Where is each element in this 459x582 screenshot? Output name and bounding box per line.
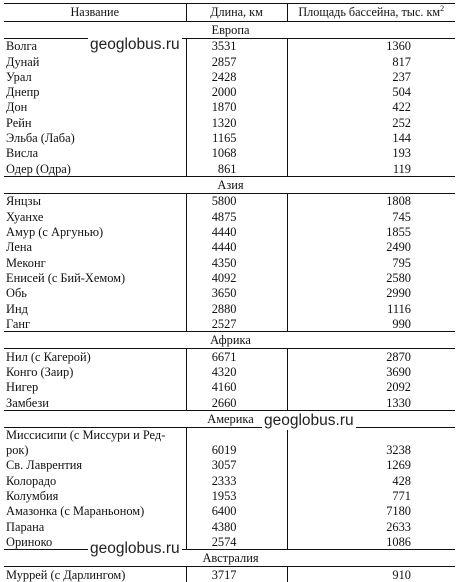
river-area: 2633 <box>386 519 411 534</box>
region-row <box>4 177 455 194</box>
river-area: 144 <box>392 131 411 146</box>
river-name: Эльба (Лаба) <box>6 131 75 146</box>
river-name: Днепр <box>6 85 40 100</box>
river-length: 2574 <box>186 534 287 550</box>
river-area: 237 <box>392 69 411 84</box>
river-area: 1360 <box>386 39 411 54</box>
header-name: Название <box>4 4 186 22</box>
region-row <box>4 550 455 567</box>
river-length: 2428 <box>186 69 287 84</box>
river-name: Нигер <box>6 380 39 395</box>
region-title: Азия <box>4 177 455 194</box>
river-area: 745 <box>392 209 411 224</box>
river-length: 1165 <box>186 130 287 145</box>
river-area: 771 <box>392 488 411 503</box>
river-name: Замбези <box>6 395 49 410</box>
river-length: 861 <box>186 161 287 177</box>
region-title: Африка <box>4 332 455 349</box>
river-name: Одер (Одра) <box>6 161 71 176</box>
table-row <box>4 84 455 99</box>
river-name: Ориноко <box>6 534 53 549</box>
table-row <box>4 566 455 582</box>
table-row <box>4 395 455 411</box>
river-length: 6019 <box>186 427 287 458</box>
river-name: Меконг <box>6 255 46 270</box>
river-name: Муррей (с Дарлингом) <box>6 567 126 582</box>
river-name: Рейн <box>6 115 32 130</box>
river-name: Парана <box>6 519 45 534</box>
table-row <box>4 224 455 239</box>
table-row <box>4 503 455 518</box>
table-row <box>4 458 455 473</box>
table-row <box>4 115 455 130</box>
river-name: Лена <box>6 240 32 255</box>
region-row <box>4 411 455 428</box>
river-length: 4875 <box>186 209 287 224</box>
watermark-text: geoglobus.ru <box>90 540 180 557</box>
river-area: 1116 <box>387 301 411 316</box>
region-title: Австралия <box>4 550 455 567</box>
table-row <box>4 255 455 270</box>
region-title: Америка <box>4 411 455 428</box>
table-row <box>4 38 455 54</box>
river-area: 2092 <box>386 380 411 395</box>
table-row <box>4 534 455 550</box>
river-length: 2660 <box>186 395 287 411</box>
river-length: 2857 <box>186 54 287 69</box>
river-name: Висла <box>6 146 39 161</box>
table-row <box>4 364 455 379</box>
table-row <box>4 379 455 394</box>
table-row <box>4 130 455 145</box>
river-length: 2527 <box>186 316 287 332</box>
river-length: 4350 <box>186 255 287 270</box>
river-area: 422 <box>392 100 411 115</box>
river-area: 2490 <box>386 240 411 255</box>
river-area: 795 <box>392 255 411 270</box>
river-area: 119 <box>392 161 411 176</box>
table-row <box>4 240 455 255</box>
river-area: 193 <box>392 146 411 161</box>
river-area: 3690 <box>386 364 411 379</box>
river-area: 7180 <box>386 504 411 519</box>
watermark-text: geoglobus.ru <box>264 412 354 429</box>
river-length: 3650 <box>186 285 287 300</box>
river-area: 1269 <box>386 458 411 473</box>
table-row <box>4 193 455 209</box>
river-area: 428 <box>392 473 411 488</box>
river-length: 3531 <box>186 38 287 54</box>
table-header-row <box>4 4 455 22</box>
river-area: 990 <box>392 316 411 331</box>
river-name: Инд <box>6 301 28 316</box>
river-area: 252 <box>392 115 411 130</box>
table-row <box>4 270 455 285</box>
river-area: 504 <box>392 85 411 100</box>
river-area: 2990 <box>386 286 411 301</box>
header-area: Площадь бассейна, тыс. $км^2$ <box>287 4 455 22</box>
river-name: Ганг <box>6 316 31 331</box>
table-row <box>4 348 455 364</box>
river-area: 1086 <box>386 534 411 549</box>
river-area: 2870 <box>386 349 411 364</box>
river-length: 1320 <box>186 115 287 130</box>
table-row <box>4 100 455 115</box>
river-name: Конго (Заир) <box>6 364 74 379</box>
river-length: 4440 <box>186 224 287 239</box>
table-row <box>4 69 455 84</box>
river-length: 2333 <box>186 473 287 488</box>
header-length: Длина, км <box>186 4 287 22</box>
river-length: 1953 <box>186 488 287 503</box>
river-name: Колумбия <box>6 488 59 503</box>
river-length: 1068 <box>186 146 287 161</box>
table-row <box>4 301 455 316</box>
region-row <box>4 22 455 39</box>
table-row <box>4 316 455 332</box>
table-row <box>4 285 455 300</box>
river-length: 4092 <box>186 270 287 285</box>
river-area: 3238 <box>386 443 411 458</box>
river-area: 910 <box>392 567 411 582</box>
river-area: 2580 <box>386 270 411 285</box>
table-row <box>4 519 455 534</box>
table-row <box>4 209 455 224</box>
river-area: 1330 <box>386 395 411 410</box>
river-name: Янцзы <box>6 194 41 209</box>
region-title: Европа <box>4 22 455 39</box>
river-length: 4380 <box>186 519 287 534</box>
river-area: 1808 <box>386 194 411 209</box>
river-name: Амазонка (с Мараньоном) <box>6 504 145 519</box>
river-length: 6671 <box>186 348 287 364</box>
river-length: 4320 <box>186 364 287 379</box>
river-length: 5800 <box>186 193 287 209</box>
river-name: Дунай <box>6 54 40 69</box>
region-row <box>4 332 455 349</box>
river-length: 4440 <box>186 240 287 255</box>
river-name: Св. Лаврентия <box>6 458 83 473</box>
river-length: 3057 <box>186 458 287 473</box>
river-name: Нил (с Кагерой) <box>6 349 91 364</box>
table-row <box>4 146 455 161</box>
river-name: Миссисипи (с Миссури и Ред-рок) <box>6 427 166 457</box>
river-name: Енисей (с Бий-Хемом) <box>6 270 126 285</box>
table-row <box>4 488 455 503</box>
river-name: Амур (с Аргунью) <box>6 225 104 240</box>
table-row <box>4 54 455 69</box>
river-length: 6400 <box>186 503 287 518</box>
river-name: Дон <box>6 100 28 115</box>
river-length: 2000 <box>186 84 287 99</box>
river-name: Обь <box>6 286 27 301</box>
table-row <box>4 161 455 177</box>
river-length: 1870 <box>186 100 287 115</box>
river-name: Урал <box>6 69 32 84</box>
table-row <box>4 473 455 488</box>
watermark-text: geoglobus.ru <box>90 36 180 53</box>
rivers-table <box>4 3 455 582</box>
river-area: 817 <box>392 54 411 69</box>
river-name: Колорадо <box>6 473 57 488</box>
table-row <box>4 427 455 458</box>
river-name: Волга <box>6 39 38 54</box>
river-length: 2880 <box>186 301 287 316</box>
river-area: 1855 <box>386 225 411 240</box>
river-name: Хуанхе <box>6 209 44 224</box>
river-length: 4160 <box>186 379 287 394</box>
river-length: 3717 <box>186 566 287 582</box>
